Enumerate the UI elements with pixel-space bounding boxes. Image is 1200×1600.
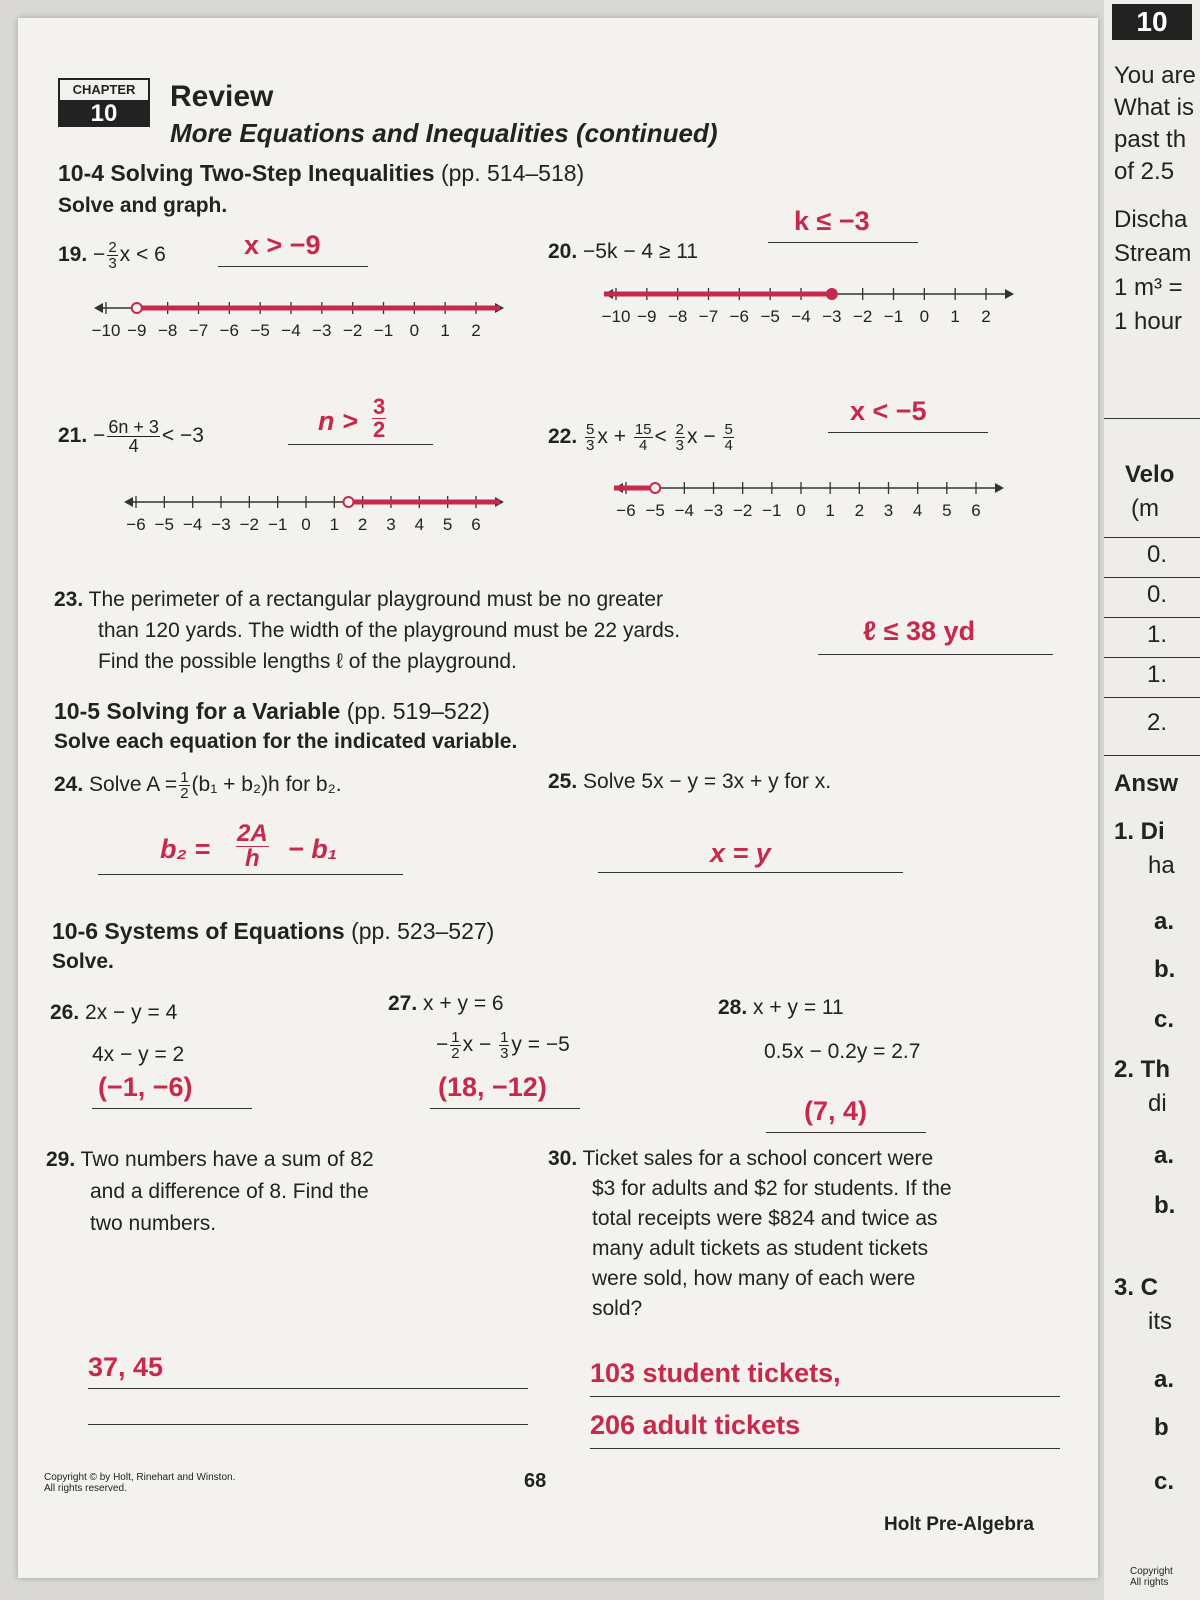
chapter-number-tab: 10 — [1112, 4, 1192, 40]
fraction — [585, 422, 595, 453]
copyright-line: Copyright © by Holt, Rinehart and Winston. — [44, 1472, 236, 1483]
tick-label: −7 — [698, 307, 719, 326]
tick-label: 6 — [471, 515, 481, 534]
tick-label: −1 — [373, 321, 394, 340]
problem-text: many adult tickets as student tickets — [592, 1237, 929, 1260]
problem-23 — [54, 584, 680, 677]
tick-label: 2 — [981, 307, 991, 326]
answer-line-29 — [88, 1352, 528, 1389]
tick-label: −3 — [312, 321, 332, 340]
equation: 2x − y = 4 — [85, 1001, 178, 1024]
tick-label: −6 — [126, 515, 146, 534]
fraction — [179, 770, 189, 801]
number-line-22 — [608, 470, 1008, 520]
copyright-line: All rights — [1130, 1577, 1169, 1588]
problem-19 — [58, 240, 166, 271]
tick-label: −7 — [188, 321, 209, 340]
answer-line-25 — [598, 836, 903, 873]
fraction — [107, 418, 160, 455]
tick-label: −4 — [791, 307, 811, 326]
section-instruction: Solve each equation for the indicated variable. — [54, 730, 518, 753]
answer-line-30b — [590, 1410, 1060, 1449]
problem-number: 27. — [388, 992, 418, 1015]
text-fragment: 3. C — [1114, 1274, 1159, 1301]
worksheet-page — [18, 18, 1098, 1578]
problem-text: The perimeter of a rectangular playground must be no greater — [88, 588, 663, 611]
problem-number: 21. — [58, 424, 88, 448]
answer-line-28 — [766, 1094, 926, 1133]
minus-sign: − — [93, 243, 106, 267]
answer-label: Answ — [1114, 770, 1179, 797]
fraction — [499, 1030, 509, 1061]
copyright — [44, 1472, 235, 1494]
adjacent-page — [1104, 0, 1200, 1600]
tick-label: −2 — [852, 307, 873, 326]
tick-label: 6 — [971, 501, 981, 520]
open-point — [344, 497, 354, 507]
table-cell: 0. — [1147, 581, 1168, 608]
tick-label: −3 — [211, 515, 231, 534]
problem-27 — [388, 992, 504, 1016]
tick-label: 3 — [883, 501, 894, 520]
numerator: 1 — [180, 769, 189, 786]
numerator: 15 — [634, 421, 652, 438]
denominator: h — [245, 845, 260, 872]
text-fragment: You are — [1114, 62, 1196, 89]
text-fragment: 1. Di — [1114, 818, 1165, 845]
section-pages: (pp. 514–518) — [440, 160, 585, 186]
section-pages: (pp. 519–522) — [346, 698, 490, 724]
tick-label: 1 — [329, 515, 340, 534]
answer-26: (−1, −6) — [98, 1072, 193, 1102]
tick-label: −2 — [732, 501, 753, 520]
expression: (b₁ + b₂)h for b₂. — [191, 773, 342, 797]
chapter-number: 10 — [58, 101, 150, 127]
numerator: 6n + 3 — [108, 417, 159, 437]
text-fragment: 1 m³ = — [1114, 274, 1183, 301]
denominator: 3 — [586, 437, 595, 454]
section-instruction: Solve. — [52, 950, 114, 973]
table-cell: 0. — [1147, 541, 1168, 568]
problem-21 — [58, 418, 204, 455]
number-line-19 — [88, 290, 508, 340]
text-fragment: a. — [1154, 908, 1175, 935]
tick-label: −4 — [182, 515, 203, 534]
denominator: 4 — [724, 437, 733, 454]
problem-number: 19. — [58, 243, 88, 267]
open-point — [132, 303, 142, 313]
numerator: 5 — [586, 421, 595, 438]
tick-label: −1 — [267, 515, 288, 534]
denominator: 2 — [373, 417, 386, 442]
fraction — [107, 240, 117, 271]
answer-23: ℓ ≤ 38 yd — [863, 616, 976, 646]
section-title: 10-6 Systems of Equations — [52, 918, 345, 944]
tick-label: −10 — [91, 321, 121, 340]
chapter-label: CHAPTER — [58, 78, 150, 102]
answer-28: (7, 4) — [804, 1096, 868, 1126]
problem-text: Ticket sales for a school concert were — [582, 1147, 934, 1170]
answer-line-29b — [88, 1408, 528, 1425]
answer-27: (18, −12) — [438, 1072, 547, 1102]
text-fragment: c. — [1154, 1006, 1175, 1033]
tick-label: −5 — [250, 321, 270, 340]
answer-line-23 — [818, 616, 1053, 655]
problem-number: 30. — [548, 1147, 578, 1170]
problem-number: 28. — [718, 996, 748, 1019]
tick-label: −5 — [154, 515, 175, 534]
tick-label: −3 — [703, 501, 724, 520]
table-header: (m — [1131, 495, 1159, 522]
text-fragment: Discha — [1114, 206, 1188, 233]
problem-number: 24. — [54, 773, 84, 797]
fraction — [450, 1030, 460, 1061]
expression: x < 6 — [119, 243, 166, 267]
problem-number: 25. — [548, 770, 578, 793]
answer-21-lhs: n > — [318, 406, 358, 436]
answer-line-27 — [430, 1072, 580, 1109]
denominator: 3 — [675, 437, 684, 454]
problem-text: $3 for adults and $2 for students. If the — [592, 1177, 952, 1200]
text-fragment: ha — [1148, 852, 1175, 879]
answer-22: x < −5 — [850, 396, 927, 426]
numerator: 2A — [237, 820, 268, 847]
tick-label: 0 — [301, 515, 311, 534]
tick-label: 2 — [357, 515, 368, 534]
answer-30-line2: 206 adult tickets — [590, 1410, 801, 1440]
equation: x + y = 11 — [753, 996, 844, 1019]
problem-text: two numbers. — [90, 1212, 217, 1235]
tick-label: 0 — [919, 307, 930, 326]
answer-25: x = y — [710, 838, 771, 868]
answer-line-20 — [768, 206, 918, 243]
page-title: Review — [170, 80, 274, 113]
answer-24-lhs: b₂ = — [160, 834, 211, 864]
page-subtitle: More Equations and Inequalities (continued) — [170, 118, 718, 148]
problem-number: 23. — [54, 588, 84, 611]
tick-label: −1 — [762, 501, 782, 520]
problem-text: and a difference of 8. Find the — [90, 1180, 369, 1203]
table-cell: 1. — [1147, 661, 1168, 688]
expression: x − — [686, 425, 716, 449]
tick-label: −2 — [239, 515, 260, 534]
arrow-left-icon — [94, 303, 103, 313]
tick-label: 0 — [796, 501, 806, 520]
closed-point — [827, 289, 837, 299]
tick-label: 4 — [912, 501, 923, 520]
tick-label: −5 — [645, 501, 665, 520]
problem-20 — [548, 240, 698, 264]
copyright — [1130, 1566, 1173, 1588]
numerator: 2 — [108, 239, 117, 256]
problem-text: total receipts were $824 and twice as — [592, 1207, 938, 1230]
problem-24 — [54, 770, 342, 801]
answer-29: 37, 45 — [88, 1352, 164, 1382]
answer-line-26 — [92, 1072, 252, 1109]
tick-label: 1 — [440, 321, 450, 340]
answer-21-fraction — [372, 396, 386, 441]
text-fragment: its — [1148, 1308, 1172, 1335]
problem-number: 22. — [548, 425, 578, 449]
text-fragment: Stream — [1114, 240, 1192, 267]
answer-line-22 — [828, 396, 988, 433]
problem-30 — [548, 1144, 952, 1324]
problem-number: 20. — [548, 240, 578, 263]
tick-label: −1 — [883, 307, 904, 326]
numerator: 5 — [724, 421, 733, 438]
problem-number: 26. — [50, 1001, 80, 1024]
fraction — [675, 422, 685, 453]
text-fragment: a. — [1154, 1142, 1175, 1169]
section-10-6-heading — [52, 918, 494, 945]
tick-label: −9 — [637, 307, 657, 326]
text-fragment: 2. Th — [1114, 1056, 1171, 1083]
tick-label: −9 — [127, 321, 147, 340]
answer-line-30a — [590, 1358, 1060, 1397]
chapter-box — [58, 78, 148, 126]
section-instruction: Solve and graph. — [58, 194, 228, 217]
text-fragment: di — [1148, 1090, 1167, 1117]
section-pages: (pp. 523–527) — [351, 918, 495, 944]
copyright-line: All rights reserved. — [44, 1483, 127, 1494]
denominator: 2 — [451, 1045, 460, 1062]
answer-20: k ≤ −3 — [794, 206, 870, 236]
tick-label: −5 — [760, 307, 780, 326]
expression: y = −5 — [511, 1033, 570, 1057]
tick-label: −2 — [342, 321, 363, 340]
tick-label: 0 — [409, 321, 420, 340]
section-10-4-heading — [58, 160, 584, 187]
tick-label: −4 — [674, 501, 695, 520]
answer-19: x > −9 — [244, 230, 321, 260]
answer-30-line1: 103 student tickets, — [590, 1358, 841, 1388]
problem-26 — [50, 992, 184, 1076]
page-number: 68 — [524, 1470, 547, 1492]
problem-number: 29. — [46, 1148, 76, 1171]
text-fragment: past th — [1114, 126, 1187, 153]
answer-24-fraction — [236, 822, 269, 871]
text-fragment: of 2.5 — [1114, 158, 1175, 185]
numerator: 1 — [500, 1029, 509, 1046]
tick-label: −10 — [601, 307, 631, 326]
problem-text: than 120 yards. The width of the playground must be 22 yards. — [98, 619, 681, 642]
velocity-table — [1104, 418, 1200, 756]
tick-label: 2 — [854, 501, 865, 520]
expression: Solve A = — [89, 773, 178, 797]
tick-label: 5 — [442, 515, 453, 534]
answer-24-rhs: − b₁ — [288, 834, 338, 864]
arrow-right-icon — [1005, 289, 1014, 299]
number-line-20 — [598, 276, 1018, 326]
numerator: 1 — [451, 1029, 460, 1046]
problem-28-eq2: 0.5x − 0.2y = 2.7 — [764, 1040, 921, 1063]
section-title: 10-4 Solving Two-Step Inequalities — [58, 160, 435, 186]
publisher-brand: Holt Pre-Algebra — [884, 1514, 1034, 1535]
tick-label: −8 — [157, 321, 178, 340]
table-cell: 1. — [1147, 621, 1168, 648]
minus-sign: − — [436, 1033, 449, 1057]
section-title: 10-5 Solving for a Variable — [54, 698, 341, 724]
arrow-right-icon — [995, 483, 1004, 493]
problem-25 — [548, 770, 831, 794]
section-10-5-heading — [54, 698, 490, 725]
problem-text: Two numbers have a sum of 82 — [80, 1148, 374, 1171]
answer-line-24 — [98, 820, 403, 875]
problem-27-eq2 — [436, 1030, 570, 1061]
tick-label: 2 — [471, 321, 481, 340]
expression: < −3 — [161, 424, 204, 448]
text-fragment: What is — [1114, 94, 1195, 121]
numerator: 3 — [373, 394, 386, 419]
text-fragment: b — [1154, 1414, 1169, 1441]
tick-label: 3 — [386, 515, 396, 534]
expression: −5k − 4 ≥ 11 — [583, 240, 699, 263]
table-cell: 2. — [1147, 709, 1168, 736]
tick-label: 1 — [950, 307, 960, 326]
expression: x + — [597, 425, 626, 449]
tick-label: −8 — [667, 307, 688, 326]
denominator: 4 — [128, 436, 139, 456]
equation: 4x − y = 2 — [92, 1043, 185, 1066]
expression: < — [654, 425, 667, 449]
tick-label: −3 — [822, 307, 842, 326]
problem-28 — [718, 996, 844, 1020]
problem-text: sold? — [592, 1297, 643, 1320]
denominator: 4 — [639, 437, 648, 454]
text-fragment: b. — [1154, 1192, 1176, 1219]
text-fragment: 1 hour — [1114, 308, 1183, 335]
expression: x − — [462, 1033, 492, 1057]
tick-label: −4 — [281, 321, 301, 340]
denominator: 3 — [108, 255, 117, 272]
text-fragment: a. — [1154, 1366, 1175, 1393]
tick-label: 1 — [825, 501, 835, 520]
fraction — [723, 422, 733, 453]
equation: x + y = 6 — [423, 992, 504, 1015]
problem-22 — [548, 422, 736, 453]
arrow-left-icon — [124, 497, 133, 507]
text-fragment: c. — [1154, 1468, 1175, 1495]
tick-label: 5 — [942, 501, 952, 520]
tick-label: 4 — [414, 515, 425, 534]
problem-text: Find the possible lengths ℓ of the playground. — [98, 650, 517, 673]
denominator: 2 — [180, 785, 189, 802]
number-line-21 — [118, 484, 508, 534]
answer-line-21 — [288, 394, 433, 445]
tick-label: −6 — [219, 321, 240, 340]
denominator: 3 — [500, 1045, 509, 1062]
problem-29 — [46, 1144, 374, 1240]
copyright-line: Copyright — [1130, 1566, 1173, 1577]
minus-sign: − — [93, 424, 106, 448]
expression: Solve 5x − y = 3x + y for x. — [583, 770, 832, 793]
fraction — [634, 422, 653, 453]
open-point — [650, 483, 660, 493]
numerator: 2 — [675, 421, 684, 438]
table-header: Velo — [1125, 461, 1175, 488]
tick-label: −6 — [729, 307, 750, 326]
problem-text: were sold, how many of each were — [592, 1267, 916, 1290]
text-fragment: b. — [1154, 956, 1176, 983]
answer-line-19 — [218, 230, 368, 267]
tick-label: −6 — [616, 501, 636, 520]
